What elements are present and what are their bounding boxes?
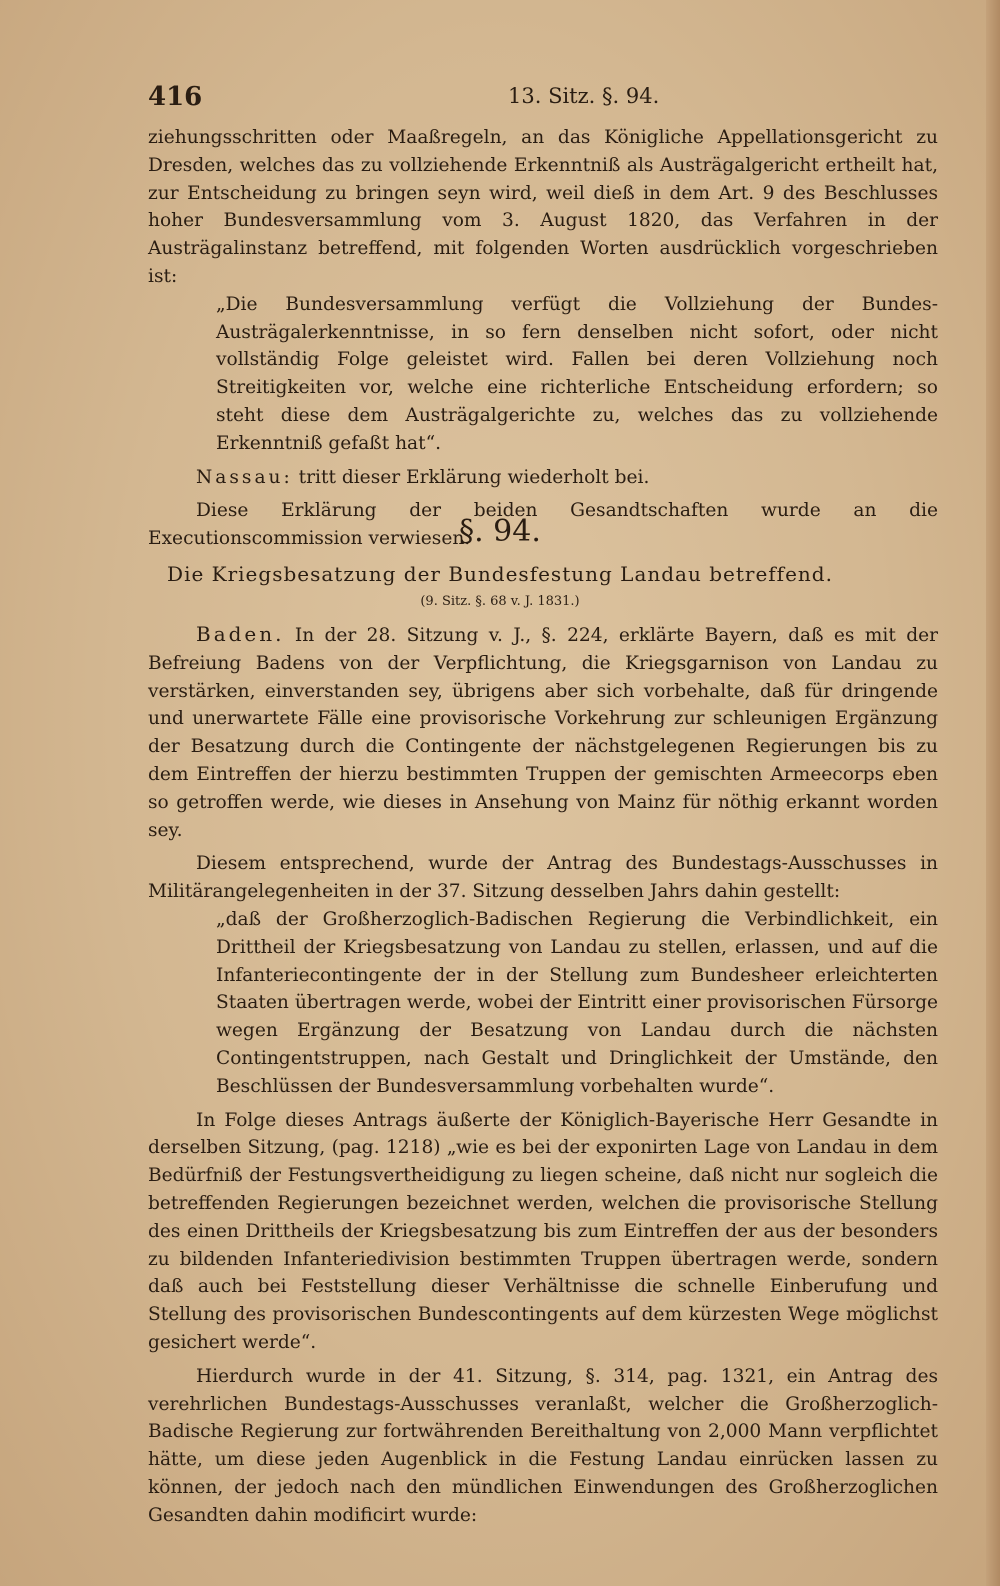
text-block-top bbox=[148, 124, 938, 553]
paragraph: ziehungsschritten oder Maaßregeln, an das Königliche Appellationsgericht zu Dresden, welches das zu vollziehende Erkenntniß als Austrägalgericht ertheilt hat, zur Entscheidung zu bringen seyn wird, weil dieß in dem Art. 9 des Beschlusses hoher Bundesversammlung vom 3. August 1820, das Verfahren in der Austrägalinstanz betreffend, mit folgenden Worten ausdrücklich vorgeschrieben ist: bbox=[148, 127, 938, 287]
paragraph-text: In der 28. Sitzung v. J., §. 224, erklärte Bayern, daß es mit der Befreiung Badens von der Verpflichtung, die Kriegsgarnison von Landau zu verstärken, einverstanden sey, übrigens aber sich vorbehalte, daß für dringende und unerwartete Fälle eine provisorische Vorkehrung zur schleunigen Ergänzung der Besatzung durch die Contingente der nächstgelegenen Regierungen bis zu dem Eintreffen der hierzu bestimmten Truppen der gemischten Armeecorps eben so getroffen werde, wie dieses in Ansehung von Mainz für nöthig erkannt worden sey. bbox=[148, 625, 938, 841]
state-name: Nassau: bbox=[196, 466, 293, 488]
page-edge bbox=[986, 0, 1000, 1586]
page-number: 416 bbox=[148, 82, 203, 112]
paragraph: Diese Erklärung der beiden Gesandtschaften wurde an die Executionscommission verwiesen. bbox=[148, 500, 938, 550]
paragraph: Diesem entsprechend, wurde der Antrag des Bundestags-Ausschusses in Militärangelegenheiten in der 37. Sitzung desselben Jahrs dahin gestellt: bbox=[148, 853, 938, 903]
text-block-section bbox=[148, 621, 938, 1530]
state-name: Baden. bbox=[196, 622, 285, 646]
paragraph bbox=[148, 621, 938, 844]
section-title: Die Kriegsbesatzung der Bundesfestung Landau betreffend. bbox=[167, 562, 833, 586]
running-head-title: 13. Sitz. §. 94. bbox=[508, 84, 660, 108]
paragraph bbox=[148, 464, 938, 492]
paragraph: Hierdurch wurde in der 41. Sitzung, §. 314, pag. 1321, ein Antrag des verehrlichen Bundestags-Ausschusses veranlaßt, welcher die Großherzoglich-Badische Regierung zur fortwährenden Bereithaltung von 2,000 Mann verpflichtet hätte, um diese jeden Augenblick in die Festung Landau einrücken lassen zu können, der jedoch nach den mündlichen Einwendungen des Großherzoglichen Gesandten dahin modificirt wurde: bbox=[148, 1365, 938, 1526]
running-header bbox=[148, 82, 851, 112]
paragraph-text: tritt dieser Erklärung wiederholt bei. bbox=[292, 466, 650, 488]
block-quote: „Die Bundesversammlung verfügt die Vollziehung der Bundes-Austrägalerkenntnisse, in so fern denselben nicht sofort, oder nicht vollständig Folge geleistet wird. Fallen bei deren Vollziehung noch Streitigkeiten vor, welche eine richterliche Entscheidung erfordern; so steht diese dem Austrägalgerichte zu, welches das zu vollziehende Erkenntniß gefaßt hat“. bbox=[216, 293, 938, 454]
section-reference: (9. Sitz. §. 68 v. J. 1831.) bbox=[420, 594, 580, 609]
section-number: §. 94. bbox=[459, 514, 541, 549]
paragraph: In Folge dieses Antrags äußerte der Königlich-Bayerische Herr Gesandte in derselben Sitzung, (pag. 1218) „wie es bei der exponirten Lage von Landau in dem Bedürfniß der Festungsvertheidigung zu liegen scheine, daß nicht nur sogleich die betreffenden Regierungen bezeichnet werden, welchen die provisorische Stellung des einen Drittheils der Kriegsbesatzung bis zum Eintreffen der aus der besonders zu bildenden Infanteriedivision bestimmten Truppen übertragen werde, sondern daß auch bei Feststellung dieser Verhältnisse die schnelle Einberufung und Stellung des provisorischen Bundescontingents auf dem kürzesten Wege möglichst gesichert werde“. bbox=[148, 1109, 938, 1353]
block-quote: „daß der Großherzoglich-Badischen Regierung die Verbindlichkeit, ein Drittheil der Kriegsbesatzung von Landau zu stellen, erlassen, und auf die Infanteriecontingente der in der Stellung zum Bundesheer erleichterten Staaten übertragen werde, wobei der Eintritt einer provisorischen Fürsorge wegen Ergänzung der Besatzung von Landau durch die nächsten Contingentstruppen, nach Gestalt und Dringlichkeit der Umstände, den Beschlüssen der Bundesversammlung vorbehalten wurde“. bbox=[216, 908, 938, 1097]
